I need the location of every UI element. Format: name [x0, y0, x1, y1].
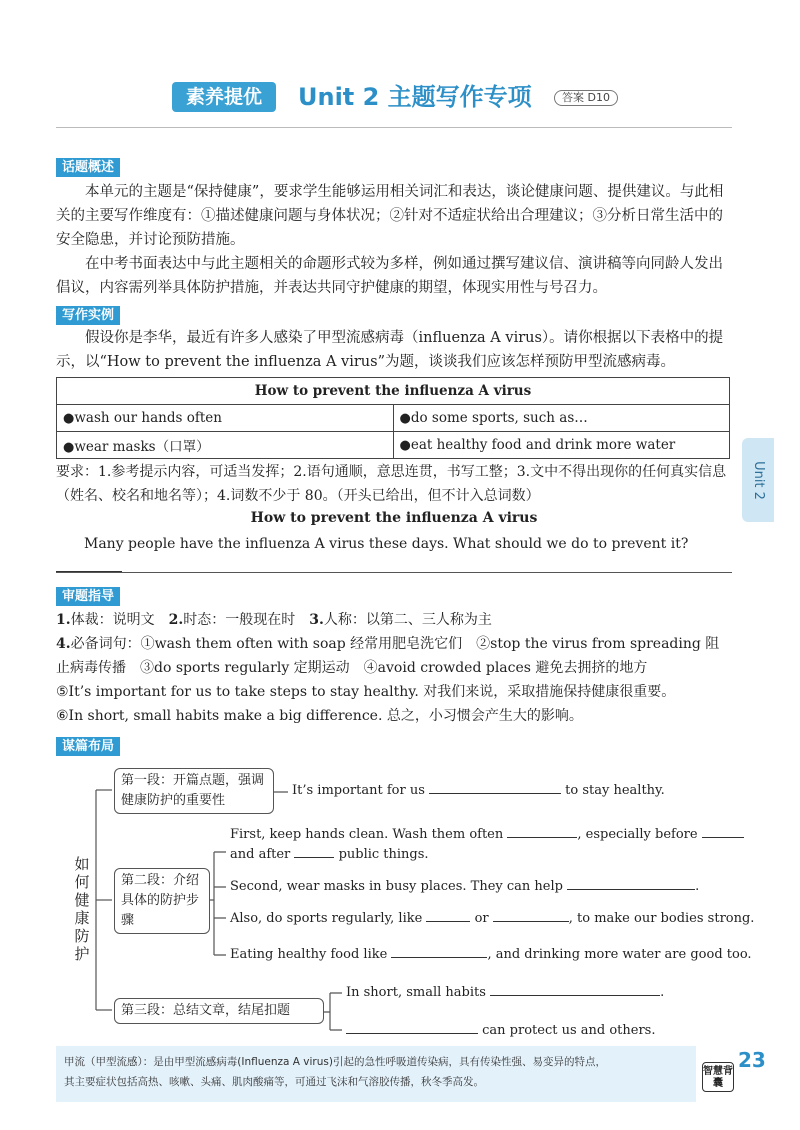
topic-tag: 话题概述	[56, 158, 120, 177]
guide-num: 3.	[309, 612, 324, 628]
cell-text: wear masks（口罩）	[74, 439, 210, 455]
bullet-icon: ●	[63, 440, 75, 455]
answer-blank[interactable]	[391, 946, 487, 958]
topic-paragraph: 本单元的主题是“保持健康”，要求学生能够运用相关词汇和表达，谈论健康问题、提供建议。与此相关的主要写作维度有：①描述健康问题与身体状况；②针对不适症状给出合理建议；③分析日常生活中的安全隐患，并讨论预防措施。	[56, 184, 724, 248]
guide-tag: 审题指导	[56, 587, 120, 606]
example-tag: 写作实例	[56, 306, 120, 325]
cell-text: wash our hands often	[74, 410, 222, 426]
guide-line: ⑥In short, small habits make a big difference. 总之，小习惯会产生大的影响。	[56, 708, 583, 724]
branch-text: , and drinking more water are good too.	[487, 947, 752, 962]
bullet-icon: ●	[399, 438, 411, 453]
mindmap-branch	[230, 846, 429, 864]
mindmap-node: 第二段：介绍具体的防护步骤	[114, 868, 210, 934]
answer-blank[interactable]	[507, 826, 577, 838]
guide-num: 4.	[56, 636, 71, 652]
mindmap-branch	[230, 946, 752, 964]
guide-num: 2.	[168, 612, 184, 628]
mindmap-branch	[346, 1022, 655, 1040]
mindmap-branch: In short, small habits .	[346, 985, 665, 1000]
branch-text: In short, small habits	[346, 985, 486, 1000]
cell-text: do some sports, such as…	[410, 410, 588, 426]
cell-text: eat healthy food and drink more water	[410, 437, 676, 453]
layout-tag: 谋篇布局	[56, 737, 120, 756]
answer-blank[interactable]	[429, 782, 561, 794]
answer-blank[interactable]	[346, 1022, 478, 1034]
branch-text: to stay healthy.	[565, 783, 665, 798]
answer-blank[interactable]	[567, 878, 695, 890]
guide-num: 1.	[56, 612, 71, 628]
side-tab-label: Unit 2	[750, 460, 766, 500]
topic-paragraph: 在中考书面表达中与此主题相关的命题形式较为多样，例如通过撰写建议信、演讲稿等向同龄人发出倡议，内容需列举具体防护措施，并表达共同守护健康的期望，体现实用性与号召力。	[56, 256, 723, 296]
footer-text: 其主要症状包括高热、咳嗽、头痛、肌肉酸痛等，可通过飞沫和气溶胶传播，秋冬季高发。	[64, 1076, 484, 1088]
branch-text: or	[474, 911, 489, 926]
prompt-paragraph: 假设你是李华，最近有许多人感染了甲型流感病毒（influenza A virus）。请你根据以下表格中的提示，以“How to prevent the influenza A virus”为题，谈谈我们应该怎样预防甲型流感病毒。	[56, 330, 724, 370]
table-title: How to prevent the influenza A virus	[57, 378, 730, 405]
page-title: Unit 2 主题写作专项	[298, 83, 532, 111]
answer-blank[interactable]	[294, 846, 334, 858]
section-pill: 素养提优	[172, 82, 276, 112]
guide-line: ⑤It’s important for us to take steps to stay healthy. 对我们来说，采取措施保持健康很重要。	[56, 684, 676, 700]
guide-item: 时态：一般现在时	[183, 612, 296, 628]
branch-text: can protect us and others.	[482, 1023, 656, 1038]
footer-note	[56, 1046, 696, 1102]
mindmap-branch	[292, 782, 665, 800]
guide-item: 人称：以第二、三人称为主	[323, 612, 492, 628]
unit-side-tab	[742, 438, 774, 522]
branch-text: public things.	[338, 847, 429, 862]
bullet-icon: ●	[63, 411, 75, 426]
footer-text: 甲流（甲型流感）：是由甲型流感病毒(Influenza A virus)引起的急性呼吸道传染病，具有传染性强、易变异的特点，	[64, 1056, 606, 1068]
answer-ref: 答案 D10	[554, 90, 618, 106]
branch-text: , especially before	[577, 827, 698, 842]
opening-text: Many people have the influenza A virus these days. What should we do to prevent it?	[84, 536, 689, 552]
mindmap-branch: Second, wear masks in busy places. They can help .	[230, 879, 700, 894]
answer-blank[interactable]	[702, 826, 744, 838]
answer-blank[interactable]	[490, 984, 660, 996]
branch-text: Also, do sports regularly, like	[230, 911, 423, 926]
requirements-text: 要求：1.参考提示内容，可适当发挥；2.语句通顺，意思连贯，书写工整；3.文中不得出现你的任何真实信息（姓名、校名和地名等）；4.词数不少于 80。（开头已给出，但不计入总词数）	[56, 464, 727, 504]
answer-blank[interactable]	[426, 910, 470, 922]
bullet-icon: ●	[399, 411, 411, 426]
branch-text: Eating healthy food like	[230, 947, 388, 962]
branch-text: and after	[230, 847, 291, 862]
essay-title: How to prevent the influenza A virus	[250, 510, 538, 526]
mindmap-branch	[230, 826, 744, 844]
guide-item: 必备词句：①wash them often with soap 经常用肥皂洗它们 ②stop the virus from spreading 阻止病毒传播 ③do sports regularly 定期运动 ④avoid crowded places 避免去拥挤的地方	[56, 636, 720, 676]
branch-text: It’s important for us	[292, 783, 425, 798]
branch-text: , to make our bodies strong.	[568, 911, 755, 926]
guide-item: 体裁：说明文	[70, 612, 155, 628]
mindmap-node: 第三段：总结文章，结尾扣题	[114, 998, 324, 1024]
mindmap-branch	[230, 910, 754, 928]
branch-text: First, keep hands clean. Wash them often	[230, 827, 504, 842]
wisdom-badge: 智慧背囊	[702, 1062, 734, 1092]
branch-text: Second, wear masks in busy places. They can help	[230, 879, 563, 894]
page-number: 23	[738, 1048, 766, 1072]
answer-blank[interactable]	[493, 910, 569, 922]
mindmap-root: 如何健康防护	[74, 855, 90, 963]
mindmap-node: 第一段：开篇点题，强调健康防护的重要性	[114, 768, 274, 814]
